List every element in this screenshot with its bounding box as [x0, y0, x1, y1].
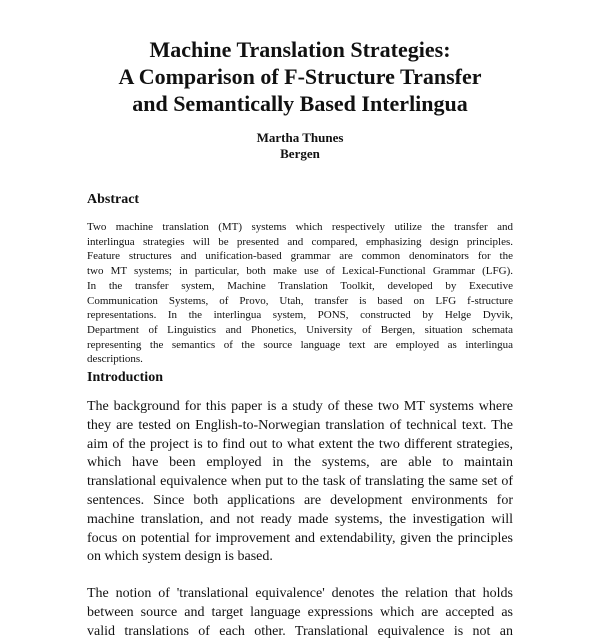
abstract-line: Two machine translation (MT) systems which respectively utilize the transfer and: [87, 221, 513, 233]
abstract-heading: Abstract: [87, 192, 140, 207]
abstract-line: interlingua strategies will be presented and compared, emphasizing design principles.: [87, 235, 513, 248]
abstract-line: Feature structures and unification-based grammar are common denominators for the: [87, 250, 513, 263]
abstract-line: descriptions.: [87, 353, 143, 366]
intro-line: The background for this paper is a study of these two MT systems where: [87, 399, 513, 414]
intro-line: aim of the project is to find out to what extent the two different strategies,: [87, 436, 513, 452]
paper-title: [60, 36, 540, 117]
intro-line: machine translation, and not ready made systems, the investigation will: [87, 511, 513, 527]
intro-line: which have been employed in the systems, are able to maintain: [87, 455, 513, 471]
author-block: [200, 130, 400, 162]
abstract-line: representing the semantics of the source language text are employed as interlingua: [87, 338, 513, 351]
intro-line: between source and target language expressions which are accepted as: [87, 604, 513, 620]
intro-line: sentences. Since both applications are development environments for: [87, 492, 513, 508]
intro-line: The notion of 'translational equivalence' denotes the relation that holds: [87, 586, 513, 602]
author-name: Martha Thunes: [256, 130, 344, 145]
intro-line: on which system design is based.: [87, 549, 273, 565]
intro-line: they are tested on English-to-Norwegian translation of technical text. The: [87, 417, 513, 433]
paragraph-gap: [87, 567, 513, 585]
introduction-heading: Introduction: [87, 370, 163, 385]
abstract-line: two MT systems; in particular, both make use of Lexical-Functional Grammar (LFG).: [87, 265, 513, 278]
intro-line: focus on potential for improvement and extendability, given the principles: [87, 530, 513, 546]
intro-line: valid translations of each other. Translational equivalence is not an: [87, 623, 513, 639]
abstract-text: [87, 220, 513, 367]
abstract-line: Communication Systems, of Provo, Utah, transfer is based on LFG f-structure: [87, 294, 513, 307]
title-line: and Semantically Based Interlingua: [132, 91, 468, 116]
intro-line: translational equivalence when put to the task of translating the same set of: [87, 474, 513, 490]
abstract-line: representations. In the interlingua system, PONS, constructed by Helge Dyvik,: [87, 309, 513, 322]
author-affiliation: Bergen: [280, 146, 320, 161]
introduction-text: [87, 398, 513, 642]
abstract-line: Department of Linguistics and Phonetics, University of Bergen, situation schemata: [87, 323, 513, 336]
title-line: A Comparison of F-Structure Transfer: [118, 64, 482, 89]
title-line: Machine Translation Strategies:: [149, 37, 451, 62]
abstract-line: In the transfer system, Machine Translation Toolkit, developed by Executive: [87, 279, 513, 292]
